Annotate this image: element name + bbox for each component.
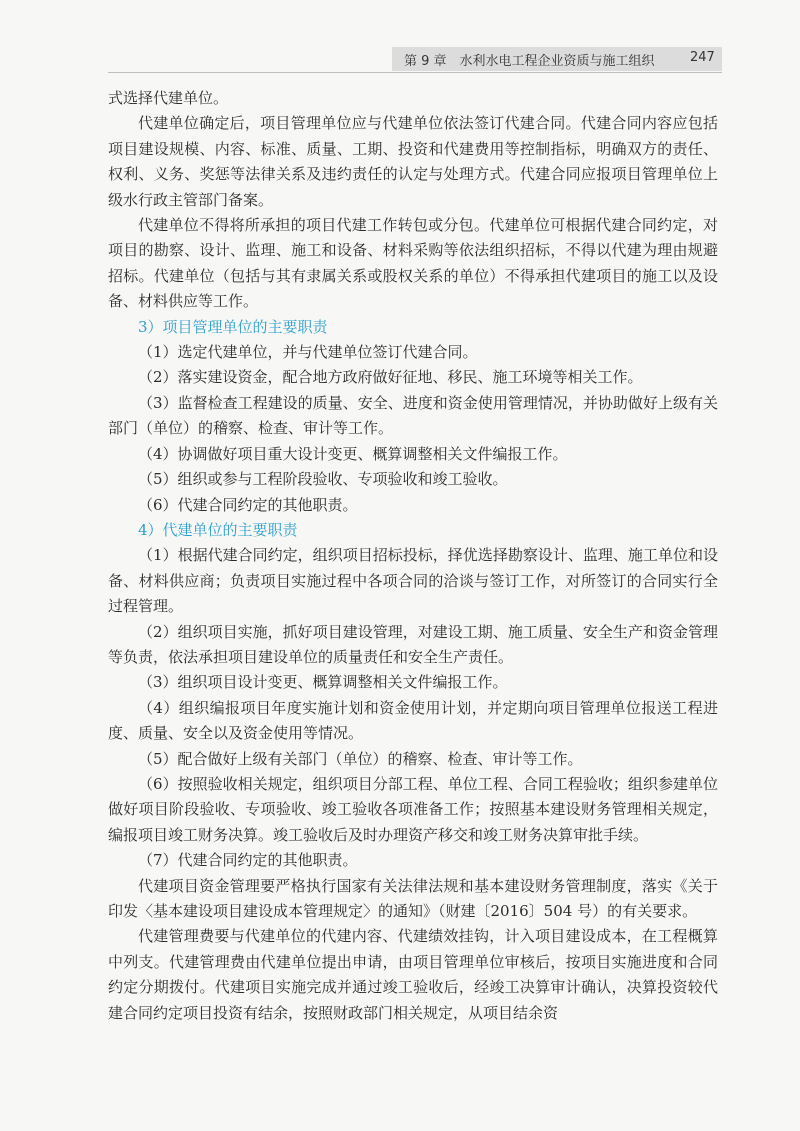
paragraph: （1）选定代建单位，并与代建单位签订代建合同。 bbox=[138, 343, 478, 362]
paragraph: 式选择代建单位。 bbox=[108, 89, 229, 107]
paragraph: 代建管理费要与代建单位的代建内容、代建绩效挂钩，计入项目建设成本，在工程概算中列支。代建管理费由代建单位提出申请，由项目管理单位审核后，按项目实施进度和合同约定分期拨付。代建项目实施完成并通过竣工验收后，经竣工决算审计确认，决算投资较代建合同约定项目投资有结余，按照财政部门相关规定，从项目结余资 bbox=[108, 927, 718, 1022]
section-heading: 3）项目管理单位的主要职责 bbox=[138, 317, 328, 336]
paragraph: 代建单位不得将所承担的项目代建工作转包或分包。代建单位可根据代建合同约定，对项目的勘察、设计、监理、施工和设备、材料采购等依法组织招标，不得以代建为理由规避招标。代建单位（包括与其有隶属关系或股权关系的单位）不得承担代建项目的施工以及设备、材料供应等工作。 bbox=[108, 216, 718, 311]
paragraph: （1）根据代建合同约定，组织项目招标投标，择优选择勘察设计、监理、施工单位和设备、材料供应商；负责项目实施过程中各项合同的洽谈与签订工作，对所签订的合同实行全过程管理。 bbox=[108, 546, 718, 616]
chapter-title: 第 9 章 水利水电工程企业资质与施工组织 bbox=[404, 54, 655, 69]
paragraph: （2）落实建设资金，配合地方政府做好征地、移民、施工环境等相关工作。 bbox=[138, 368, 643, 387]
paragraph: 代建单位确定后，项目管理单位应与代建单位依法签订代建合同。代建合同内容应包括项目建设规模、内容、标准、质量、工期、投资和代建费用等控制指标，明确双方的责任、权利、义务、奖惩等法律关系及违约责任的认定与处理方式。代建合同应报项目管理单位上级水行政主管部门备案。 bbox=[108, 114, 718, 209]
paragraph: （6）代建合同约定的其他职责。 bbox=[138, 495, 358, 514]
paragraph: （5）组织或参与工程阶段验收、专项验收和竣工验收。 bbox=[138, 470, 508, 489]
paragraph: 代建项目资金管理要严格执行国家有关法律法规和基本建设财务管理制度，落实《关于印发〈基本建设项目建设成本管理规定〉的通知》（财建〔2016〕504 号）的有关要求。 bbox=[108, 876, 718, 920]
paragraph: （4）协调做好项目重大设计变更、概算调整相关文件编报工作。 bbox=[138, 444, 568, 463]
page-number: 247 bbox=[690, 50, 715, 65]
section-heading: 4）代建单位的主要职责 bbox=[138, 520, 298, 539]
paragraph: （3）监督检查工程建设的质量、安全、进度和资金使用管理情况，并协助做好上级有关部门（单位）的稽察、检查、审计等工作。 bbox=[108, 393, 718, 438]
paragraph: （2）组织项目实施，抓好项目建设管理，对建设工期、施工质量、安全生产和资金管理等负责，依法承担项目建设单位的质量责任和安全生产责任。 bbox=[108, 622, 718, 666]
page-body bbox=[108, 86, 718, 1026]
page-header bbox=[0, 0, 800, 72]
header-divider bbox=[108, 72, 722, 73]
paragraph: （4）组织编报项目年度实施计划和资金使用计划，并定期向项目管理单位报送工程进度、质量、安全以及资金使用等情况。 bbox=[108, 698, 718, 743]
paragraph: （7）代建合同约定的其他职责。 bbox=[138, 851, 358, 870]
paragraph: （6）按照验收相关规定，组织项目分部工程、单位工程、合同工程验收；组织参建单位做好项目阶段验收、专项验收、竣工验收各项准备工作；按照基本建设财务管理相关规定，编报项目竣工财务决算。竣工验收后及时办理资产移交和竣工财务决算审批手续。 bbox=[108, 774, 718, 844]
paragraph: （5）配合做好上级有关部门（单位）的稽察、检查、审计等工作。 bbox=[138, 749, 583, 768]
paragraph: （3）组织项目设计变更、概算调整相关文件编报工作。 bbox=[138, 673, 508, 692]
